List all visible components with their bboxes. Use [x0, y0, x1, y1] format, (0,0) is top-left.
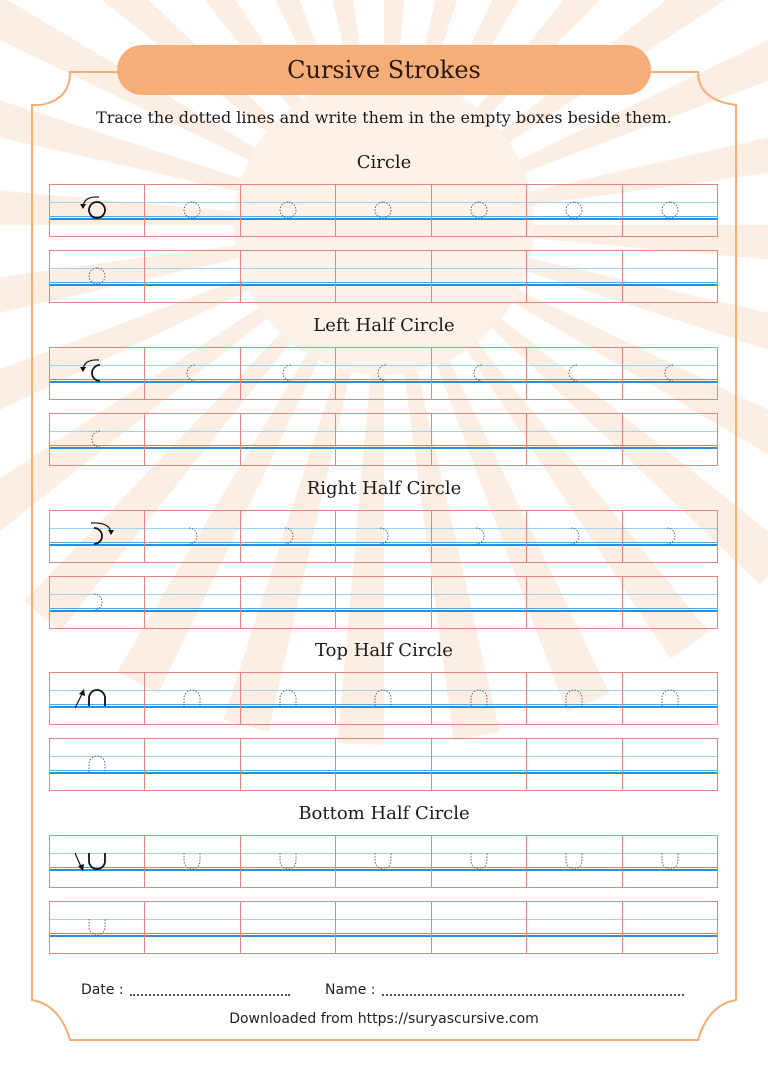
- guide-line: [527, 933, 621, 934]
- writing-box[interactable]: [622, 673, 717, 724]
- guide-line: [336, 447, 430, 449]
- dotted-stroke: [623, 673, 719, 725]
- guide-line: [145, 284, 239, 286]
- writing-box[interactable]: [431, 739, 526, 790]
- guide-line: [432, 445, 526, 446]
- writing-box[interactable]: [144, 414, 239, 465]
- writing-box[interactable]: [335, 836, 430, 887]
- guide-line: [336, 445, 430, 446]
- download-source-text: Downloaded from https://suryascursive.com: [229, 1011, 539, 1027]
- dotted-stroke: [241, 673, 337, 725]
- guide-line: [527, 610, 621, 612]
- guide-line: [336, 756, 430, 757]
- guide-line: [432, 610, 526, 612]
- writing-box[interactable]: [335, 185, 430, 236]
- dotted-stroke: [241, 348, 337, 400]
- writing-box[interactable]: [526, 185, 621, 236]
- guide-line: [623, 770, 717, 771]
- model-stroke: [50, 348, 146, 400]
- guide-line: [623, 608, 717, 609]
- writing-box[interactable]: [431, 414, 526, 465]
- writing-box[interactable]: [335, 511, 430, 562]
- guide-line: [623, 594, 717, 595]
- dotted-stroke: [145, 511, 241, 563]
- dotted-stroke: [623, 511, 719, 563]
- writing-box[interactable]: [526, 739, 621, 790]
- guide-line: [623, 610, 717, 612]
- guide-line: [241, 935, 335, 937]
- writing-box[interactable]: [335, 251, 430, 302]
- writing-box[interactable]: [144, 577, 239, 628]
- writing-box[interactable]: [431, 348, 526, 399]
- writing-box[interactable]: [622, 739, 717, 790]
- practice-row: [49, 413, 718, 466]
- guide-line: [623, 772, 717, 774]
- guide-line: [527, 284, 621, 286]
- guide-line: [623, 919, 717, 920]
- trace-row: [49, 672, 718, 725]
- writing-box[interactable]: [431, 185, 526, 236]
- dotted-stroke: [432, 673, 528, 725]
- guide-line: [432, 770, 526, 771]
- guide-line: [241, 608, 335, 609]
- writing-box[interactable]: [526, 251, 621, 302]
- model-stroke: [50, 673, 146, 725]
- guide-line: [432, 282, 526, 283]
- guide-line: [527, 772, 621, 774]
- writing-box[interactable]: [526, 902, 621, 953]
- guide-line: [336, 594, 430, 595]
- section-title: Circle: [356, 152, 412, 173]
- guide-line: [241, 282, 335, 283]
- writing-box[interactable]: [526, 673, 621, 724]
- writing-box[interactable]: [335, 348, 430, 399]
- section-title: Right Half Circle: [306, 478, 462, 499]
- guide-line: [623, 756, 717, 757]
- writing-box[interactable]: [240, 739, 335, 790]
- writing-box[interactable]: [622, 836, 717, 887]
- dotted-stroke: [432, 836, 528, 888]
- guide-line: [241, 447, 335, 449]
- arrow-head: [108, 530, 114, 535]
- writing-box[interactable]: [50, 577, 144, 628]
- date-label: Date :: [81, 982, 124, 998]
- guide-line: [336, 770, 430, 771]
- practice-row: [49, 901, 718, 954]
- model-stroke: [50, 836, 146, 888]
- writing-box[interactable]: [622, 511, 717, 562]
- section-title: Bottom Half Circle: [298, 803, 470, 824]
- dotted-stroke: [432, 511, 528, 563]
- guide-line: [432, 431, 526, 432]
- writing-box[interactable]: [431, 902, 526, 953]
- guide-line: [145, 756, 239, 757]
- writing-box[interactable]: [240, 673, 335, 724]
- guide-line: [432, 284, 526, 286]
- writing-box[interactable]: [431, 836, 526, 887]
- writing-box[interactable]: [50, 414, 144, 465]
- guide-line: [241, 772, 335, 774]
- guide-line: [241, 933, 335, 934]
- guide-line: [527, 770, 621, 771]
- guide-line: [527, 282, 621, 283]
- dotted-stroke: [336, 673, 432, 725]
- dotted-stroke: [432, 348, 528, 400]
- guide-line: [623, 282, 717, 283]
- writing-box[interactable]: [240, 251, 335, 302]
- writing-box[interactable]: [526, 836, 621, 887]
- guide-line: [336, 772, 430, 774]
- guide-line: [145, 770, 239, 771]
- guide-line: [145, 447, 239, 449]
- section-title: Top Half Circle: [315, 640, 453, 661]
- writing-box[interactable]: [622, 414, 717, 465]
- writing-box[interactable]: [144, 902, 239, 953]
- writing-box[interactable]: [526, 511, 621, 562]
- writing-box[interactable]: [526, 348, 621, 399]
- dotted-stroke: [145, 836, 241, 888]
- writing-box[interactable]: [240, 577, 335, 628]
- guide-line: [623, 268, 717, 269]
- writing-box[interactable]: [431, 673, 526, 724]
- guide-line: [145, 594, 239, 595]
- guide-line: [336, 268, 430, 269]
- writing-box[interactable]: [144, 836, 239, 887]
- dotted-stroke: [241, 185, 337, 237]
- dotted-stroke: [336, 836, 432, 888]
- writing-box[interactable]: [622, 251, 717, 302]
- writing-box[interactable]: [335, 577, 430, 628]
- writing-box[interactable]: [335, 739, 430, 790]
- arrow-head: [80, 367, 86, 372]
- writing-box[interactable]: [622, 577, 717, 628]
- dotted-stroke: [336, 185, 432, 237]
- guide-line: [336, 933, 430, 934]
- writing-box[interactable]: [144, 348, 239, 399]
- writing-box[interactable]: [240, 185, 335, 236]
- arrow-head: [79, 689, 85, 696]
- guide-line: [336, 610, 430, 612]
- model-stroke: [50, 185, 146, 237]
- guide-line: [623, 447, 717, 449]
- dotted-stroke: [336, 348, 432, 400]
- writing-box[interactable]: [240, 511, 335, 562]
- arrow-head: [78, 864, 84, 871]
- guide-line: [623, 445, 717, 446]
- writing-box[interactable]: [240, 836, 335, 887]
- dotted-stroke: [527, 185, 623, 237]
- trace-row: [49, 510, 718, 563]
- guide-line: [145, 933, 239, 934]
- guide-line: [432, 756, 526, 757]
- writing-box[interactable]: [144, 673, 239, 724]
- dotted-stroke: [145, 673, 241, 725]
- guide-line: [527, 445, 621, 446]
- writing-box[interactable]: [144, 185, 239, 236]
- section-title: Left Half Circle: [313, 315, 455, 336]
- dotted-stroke: [50, 251, 146, 303]
- writing-box[interactable]: [50, 185, 144, 236]
- writing-box[interactable]: [526, 414, 621, 465]
- guide-line: [241, 445, 335, 446]
- guide-line: [241, 594, 335, 595]
- writing-box[interactable]: [50, 348, 144, 399]
- guide-line: [241, 431, 335, 432]
- guide-line: [336, 608, 430, 609]
- date-field[interactable]: [130, 994, 290, 996]
- writing-box[interactable]: [335, 902, 430, 953]
- guide-line: [432, 268, 526, 269]
- guide-line: [336, 935, 430, 937]
- trace-row: [49, 184, 718, 237]
- writing-box[interactable]: [144, 739, 239, 790]
- instructions-text: Trace the dotted lines and write them in the empty boxes beside them.: [96, 108, 672, 127]
- name-field[interactable]: [382, 994, 684, 996]
- dotted-stroke: [623, 348, 719, 400]
- writing-box[interactable]: [622, 902, 717, 953]
- dotted-stroke: [527, 348, 623, 400]
- guide-line: [241, 919, 335, 920]
- guide-line: [432, 447, 526, 449]
- writing-box[interactable]: [622, 185, 717, 236]
- dotted-stroke: [145, 185, 241, 237]
- guide-line: [527, 431, 621, 432]
- dotted-stroke: [527, 836, 623, 888]
- writing-box[interactable]: [50, 673, 144, 724]
- guide-line: [336, 919, 430, 920]
- guide-line: [145, 610, 239, 612]
- guide-line: [623, 284, 717, 286]
- writing-box[interactable]: [50, 739, 144, 790]
- writing-box[interactable]: [144, 251, 239, 302]
- name-label: Name :: [325, 982, 376, 998]
- dotted-stroke: [432, 185, 528, 237]
- guide-line: [527, 594, 621, 595]
- writing-box[interactable]: [50, 511, 144, 562]
- guide-line: [432, 935, 526, 937]
- guide-line: [527, 935, 621, 937]
- guide-line: [241, 770, 335, 771]
- guide-line: [145, 772, 239, 774]
- writing-box[interactable]: [431, 251, 526, 302]
- guide-line: [432, 772, 526, 774]
- writing-box[interactable]: [50, 902, 144, 953]
- practice-row: [49, 250, 718, 303]
- arrow-head: [80, 204, 86, 209]
- guide-line: [145, 268, 239, 269]
- writing-box[interactable]: [335, 673, 430, 724]
- dotted-stroke: [527, 511, 623, 563]
- guide-line: [623, 431, 717, 432]
- dotted-stroke: [623, 836, 719, 888]
- guide-line: [432, 608, 526, 609]
- dotted-stroke: [50, 414, 146, 466]
- writing-box[interactable]: [431, 577, 526, 628]
- practice-row: [49, 576, 718, 629]
- guide-line: [336, 431, 430, 432]
- dotted-stroke: [241, 511, 337, 563]
- guide-line: [241, 284, 335, 286]
- writing-box[interactable]: [335, 414, 430, 465]
- guide-line: [336, 282, 430, 283]
- trace-row: [49, 835, 718, 888]
- guide-line: [336, 284, 430, 286]
- guide-line: [145, 608, 239, 609]
- writing-box[interactable]: [431, 511, 526, 562]
- guide-line: [623, 933, 717, 934]
- guide-line: [527, 447, 621, 449]
- guide-line: [145, 282, 239, 283]
- writing-box[interactable]: [50, 836, 144, 887]
- guide-line: [527, 756, 621, 757]
- guide-line: [527, 268, 621, 269]
- guide-line: [241, 756, 335, 757]
- guide-line: [432, 594, 526, 595]
- guide-line: [145, 445, 239, 446]
- model-stroke: [50, 511, 146, 563]
- writing-box[interactable]: [50, 251, 144, 302]
- page-title: Cursive Strokes: [117, 45, 651, 95]
- guide-line: [527, 919, 621, 920]
- practice-row: [49, 738, 718, 791]
- guide-line: [527, 608, 621, 609]
- writing-box[interactable]: [526, 577, 621, 628]
- guide-line: [432, 919, 526, 920]
- dotted-stroke: [527, 673, 623, 725]
- dotted-stroke: [145, 348, 241, 400]
- dotted-stroke: [50, 902, 146, 954]
- trace-row: [49, 347, 718, 400]
- guide-line: [241, 610, 335, 612]
- writing-box[interactable]: [144, 511, 239, 562]
- guide-line: [145, 431, 239, 432]
- writing-box[interactable]: [622, 348, 717, 399]
- writing-box[interactable]: [240, 902, 335, 953]
- guide-line: [145, 919, 239, 920]
- guide-line: [145, 935, 239, 937]
- guide-line: [623, 935, 717, 937]
- guide-line: [241, 268, 335, 269]
- guide-line: [432, 933, 526, 934]
- writing-box[interactable]: [240, 414, 335, 465]
- dotted-stroke: [241, 836, 337, 888]
- dotted-stroke: [50, 739, 146, 791]
- dotted-stroke: [623, 185, 719, 237]
- dotted-stroke: [336, 511, 432, 563]
- dotted-stroke: [50, 577, 146, 629]
- writing-box[interactable]: [240, 348, 335, 399]
